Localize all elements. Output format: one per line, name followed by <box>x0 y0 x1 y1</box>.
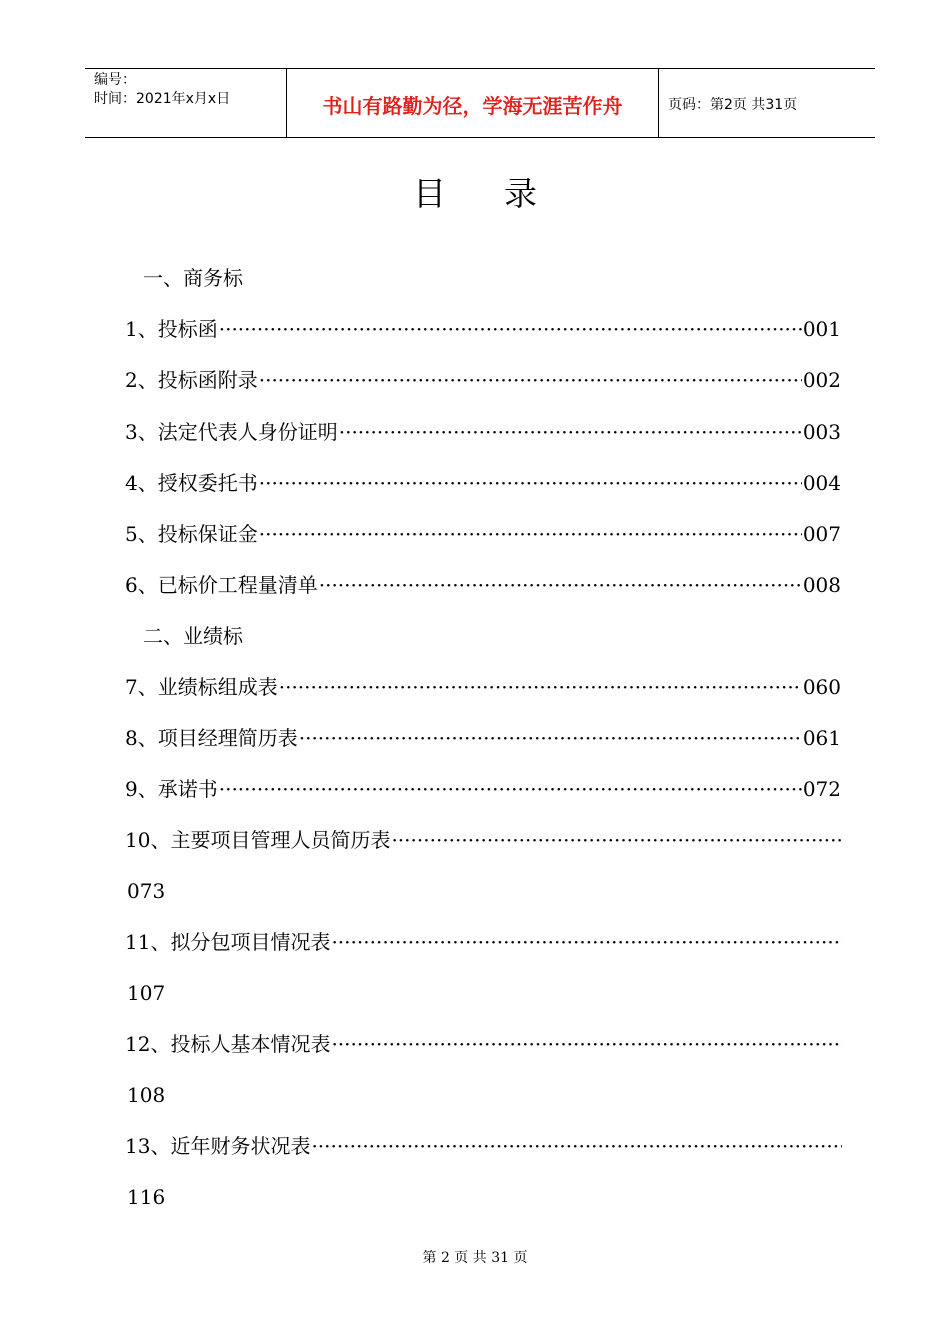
toc-entry-page: 004 <box>802 471 841 495</box>
toc-leader-dots <box>391 826 842 854</box>
toc-entry-page: 108 <box>127 1083 166 1107</box>
toc-entry-label: 4、授权委托书 <box>125 471 258 495</box>
toc-leader-dots <box>279 673 802 701</box>
toc-entry[interactable] <box>125 469 841 497</box>
header-page-code: 页码：第2页 共31页 <box>668 97 798 113</box>
toc-entry[interactable] <box>125 418 841 446</box>
toc-entry[interactable] <box>125 673 841 701</box>
toc-entry-page: 072 <box>802 777 841 801</box>
toc-entry-label: 6、已标价工程量清单 <box>125 573 318 597</box>
toc-entry[interactable] <box>125 1030 843 1058</box>
toc-entry[interactable] <box>125 724 841 752</box>
toc-leader-dots <box>259 469 802 497</box>
toc-entry-page: 107 <box>127 981 166 1005</box>
toc-entry[interactable] <box>125 366 841 394</box>
toc-entry[interactable] <box>125 520 841 548</box>
toc-entry-page: 073 <box>127 879 166 903</box>
toc-leader-dots <box>311 1132 842 1160</box>
toc-entry[interactable] <box>125 775 841 803</box>
toc-entry-label: 10、主要项目管理人员简历表 <box>125 828 391 852</box>
toc-leader-dots <box>259 366 802 394</box>
toc-leader-dots <box>339 418 802 446</box>
toc-entry[interactable] <box>125 928 843 956</box>
toc-entry-label: 1、投标函 <box>125 317 218 341</box>
toc-entry-label: 7、业绩标组成表 <box>125 675 278 699</box>
number-label: 编号： <box>94 72 136 88</box>
header-left-cell <box>85 69 286 137</box>
section-heading-performance: 二、业绩标 <box>143 624 243 648</box>
page-footer: 第 2 页 共 31 页 <box>422 1250 528 1266</box>
toc-entry-label: 2、投标函附录 <box>125 368 258 392</box>
toc-entry-page: 002 <box>802 368 841 392</box>
toc-entry-label: 13、近年财务状况表 <box>125 1134 311 1158</box>
toc-leader-dots <box>331 928 842 956</box>
toc-entry-label: 3、法定代表人身份证明 <box>125 420 338 444</box>
toc-leader-dots <box>219 775 802 803</box>
toc-entry-page: 060 <box>802 675 841 699</box>
toc-entry-page: 003 <box>802 420 841 444</box>
toc-leader-dots <box>259 520 802 548</box>
toc-entry-page: 001 <box>802 317 841 341</box>
toc-entry-label: 8、项目经理简历表 <box>125 726 298 750</box>
toc-entry-page: 008 <box>802 573 841 597</box>
toc-entry[interactable] <box>125 826 843 854</box>
toc-entry-label: 11、拟分包项目情况表 <box>125 930 331 954</box>
header-motto: 书山有路勤为径，学海无涯苦作舟 <box>286 69 659 137</box>
page-header <box>85 68 875 138</box>
toc-entry-label: 5、投标保证金 <box>125 522 258 546</box>
toc-entry-page: 061 <box>802 726 841 750</box>
title-char-1: 目 <box>413 174 446 213</box>
section-heading-business: 一、商务标 <box>143 266 243 290</box>
page-title <box>0 168 950 215</box>
toc-leader-dots <box>299 724 802 752</box>
toc-leader-dots <box>219 315 802 343</box>
title-char-2: 录 <box>504 174 537 213</box>
toc-entry[interactable] <box>125 571 841 599</box>
toc-entry-page: 007 <box>802 522 841 546</box>
toc-leader-dots <box>319 571 802 599</box>
toc-leader-dots <box>331 1030 842 1058</box>
toc-entry-page: 116 <box>127 1185 166 1209</box>
toc-entry-label: 12、投标人基本情况表 <box>125 1032 331 1056</box>
toc-entry-label: 9、承诺书 <box>125 777 218 801</box>
time-label: 时间：2021年x月x日 <box>94 91 231 107</box>
toc-entry[interactable] <box>125 315 841 343</box>
toc-entry[interactable] <box>125 1132 843 1160</box>
